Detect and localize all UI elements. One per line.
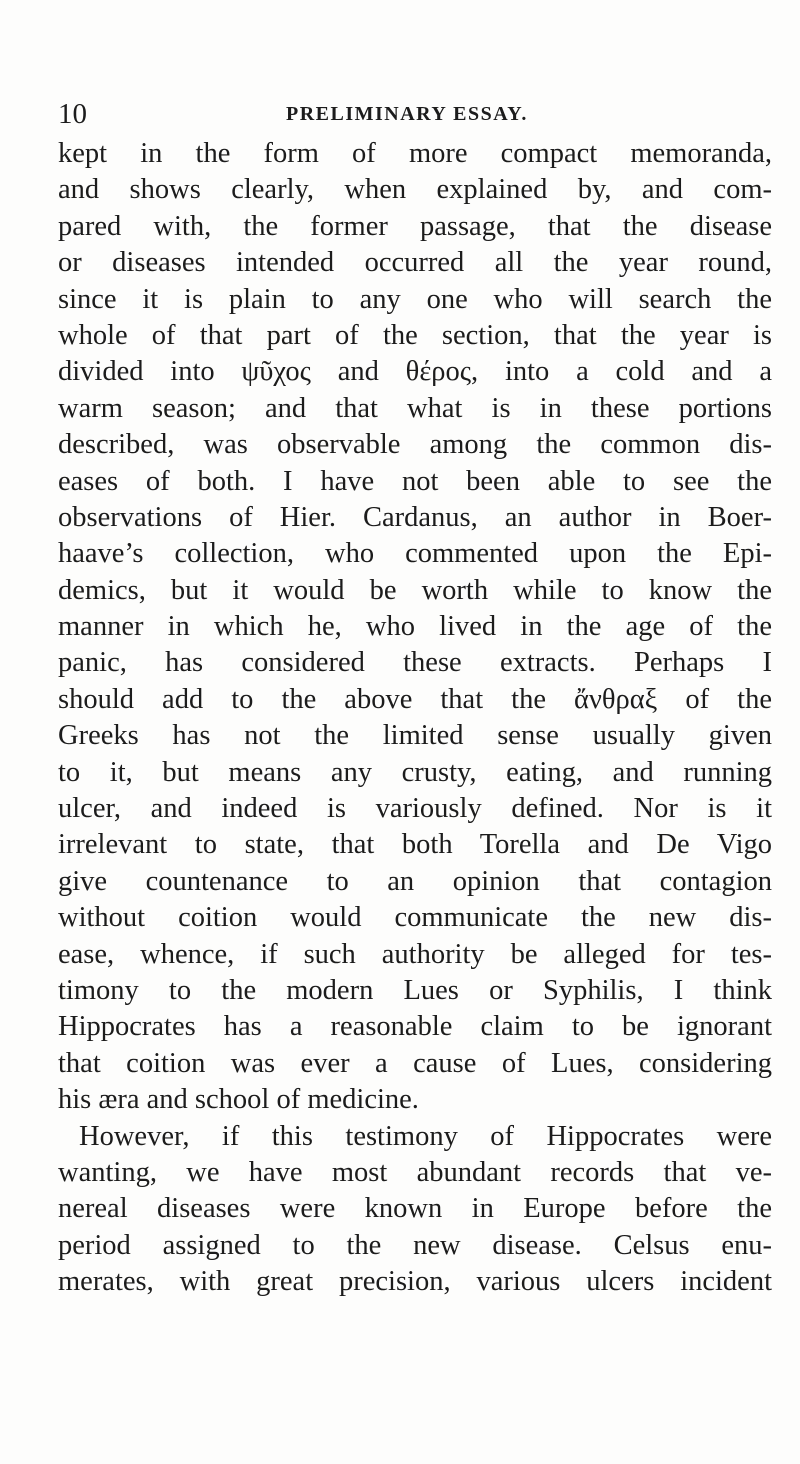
page-number: 10 [58, 98, 87, 130]
text-line: panic, has considered these extracts. Perhaps I [58, 647, 772, 679]
text-line: should add to the above that the ἄνθραξ of the [58, 683, 772, 715]
text-line: described, was observable among the common dis- [58, 429, 772, 461]
text-line: timony to the modern Lues or Syphilis, I think [58, 974, 772, 1006]
text-line: period assigned to the new disease. Celsus enu- [58, 1229, 772, 1261]
text-line: since it is plain to any one who will search the [58, 283, 772, 315]
text-line: haave’s collection, who commented upon the Epi- [58, 538, 772, 570]
running-head-title: PRELIMINARY ESSAY. [286, 103, 528, 125]
text-line: or diseases intended occurred all the year round, [58, 247, 772, 279]
text-line: manner in which he, who lived in the age of the [58, 611, 772, 643]
text-line: divided into ψῦχος and θέρος, into a cold and a [58, 356, 772, 388]
text-line: nereal diseases were known in Europe before the [58, 1193, 772, 1225]
text-line: warm season; and that what is in these portions [58, 392, 772, 424]
text-line: pared with, the former passage, that the disease [58, 210, 772, 242]
text-line: give countenance to an opinion that contagion [58, 865, 772, 897]
body-text [58, 136, 772, 1301]
text-line: wanting, we have most abundant records that ve- [58, 1156, 772, 1188]
text-line: ulcer, and indeed is variously defined. Nor is it [58, 793, 772, 825]
text-line: Hippocrates has a reasonable claim to be ignorant [58, 1011, 772, 1043]
text-line: eases of both. I have not been able to see the [58, 465, 772, 497]
text-line: Greeks has not the limited sense usually given [58, 720, 772, 752]
text-line: that coition was ever a cause of Lues, considering [58, 1047, 772, 1079]
text-line: whole of that part of the section, that the year is [58, 319, 772, 351]
text-line: demics, but it would be worth while to know the [58, 574, 772, 606]
text-line: and shows clearly, when explained by, and com- [58, 174, 772, 206]
running-head [58, 94, 770, 134]
text-line: merates, with great precision, various ulcers incident [58, 1266, 772, 1298]
text-line-paragraph-end: his æra and school of medicine. [58, 1084, 419, 1116]
text-line: observations of Hier. Cardanus, an author in Boer- [58, 501, 772, 533]
text-line-paragraph-start: However, if this testimony of Hippocrates were [79, 1120, 772, 1152]
text-line: irrelevant to state, that both Torella and De Vigo [58, 829, 772, 861]
text-line: without coition would communicate the new dis- [58, 902, 772, 934]
text-line: to it, but means any crusty, eating, and running [58, 756, 772, 788]
text-line: ease, whence, if such authority be alleged for tes- [58, 938, 772, 970]
text-line: kept in the form of more compact memoranda, [58, 138, 772, 169]
